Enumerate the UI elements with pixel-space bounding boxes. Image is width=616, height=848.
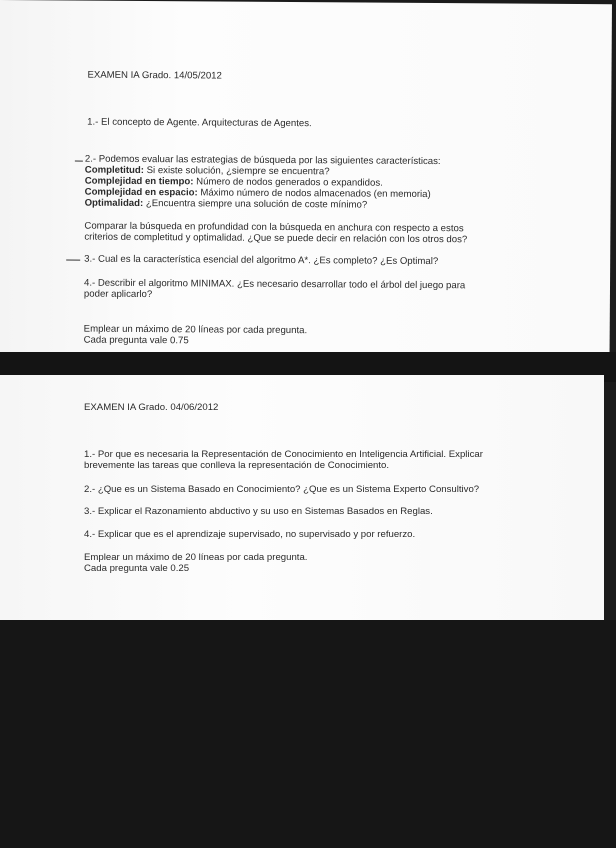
pen-mark (75, 161, 83, 162)
exam-sheet-1 (0, 0, 612, 366)
exam1-question-4-line-2: poder aplicarlo? (83, 288, 153, 301)
exam-sheet-2 (0, 375, 604, 623)
exam2-title: EXAMEN IA Grado. 04/06/2012 (84, 402, 219, 413)
criterion-tiempo: Complejidad en tiempo: Número de nodos generados o expandidos. (84, 175, 383, 189)
scan-background (0, 620, 616, 848)
exam1-footer-line-2: Cada pregunta vale 0.75 (83, 334, 189, 347)
criterion-completitud: Completitud: Si existe solución, ¿siempre se encuentra? (84, 164, 330, 178)
criterion-optimalidad: Optimalidad: ¿Encuentra siempre una solución de coste mínimo? (84, 197, 368, 211)
exam2-footer-line-1: Emplear un máximo de 20 líneas por cada pregunta. (84, 552, 308, 563)
exam2-question-4: 4.- Explicar que es el aprendizaje supervisado, no supervisado y por refuerzo. (84, 529, 416, 540)
exam1-question-1: 1.- El concepto de Agente. Arquitecturas de Agentes. (87, 116, 312, 130)
exam2-footer-line-2: Cada pregunta vale 0.25 (84, 563, 190, 574)
exam1-question-2-intro: 2.- Podemos evaluar las estrategias de búsqueda por las siguientes características: (84, 153, 441, 168)
exam1-question-3: 3.- Cual es la característica esencial del algoritmo A*. ¿Es completo? ¿Es Optimal? (84, 253, 439, 268)
exam2-question-1-line-1: 1.- Por que es necesaria la Representación de Conocimiento en Inteligencia Artificial. Explicar (84, 449, 483, 460)
exam2-question-1-line-2: brevemente las tareas que conlleva la representación de Conocimiento. (84, 460, 390, 471)
criterion-espacio: Complejidad en espacio: Máximo número de nodos almacenados (en memoria) (84, 186, 431, 201)
pen-mark (66, 259, 80, 260)
exam1-question-2-line-1: Comparar la búsqueda en profundidad con la búsqueda en anchura con respecto a estos (84, 220, 464, 235)
exam1-question-4-line-1: 4.- Describir el algoritmo MINIMAX. ¿Es necesario desarrollar todo el árbol del juego para (83, 277, 466, 292)
exam1-question-2-line-2: criterios de completitud y optimalidad. ¿Que se puede decir en relación con los otros dos? (84, 231, 468, 246)
exam1-footer-line-1: Emplear un máximo de 20 líneas por cada pregunta. (83, 323, 308, 337)
exam2-question-3: 3.- Explicar el Razonamiento abductivo y su uso en Sistemas Basados en Reglas. (84, 506, 433, 517)
exam2-question-2: 2.- ¿Que es un Sistema Basado en Conocimiento? ¿Que es un Sistema Experto Consultivo? (84, 484, 480, 495)
exam1-title: EXAMEN IA Grado. 14/05/2012 (87, 69, 222, 82)
